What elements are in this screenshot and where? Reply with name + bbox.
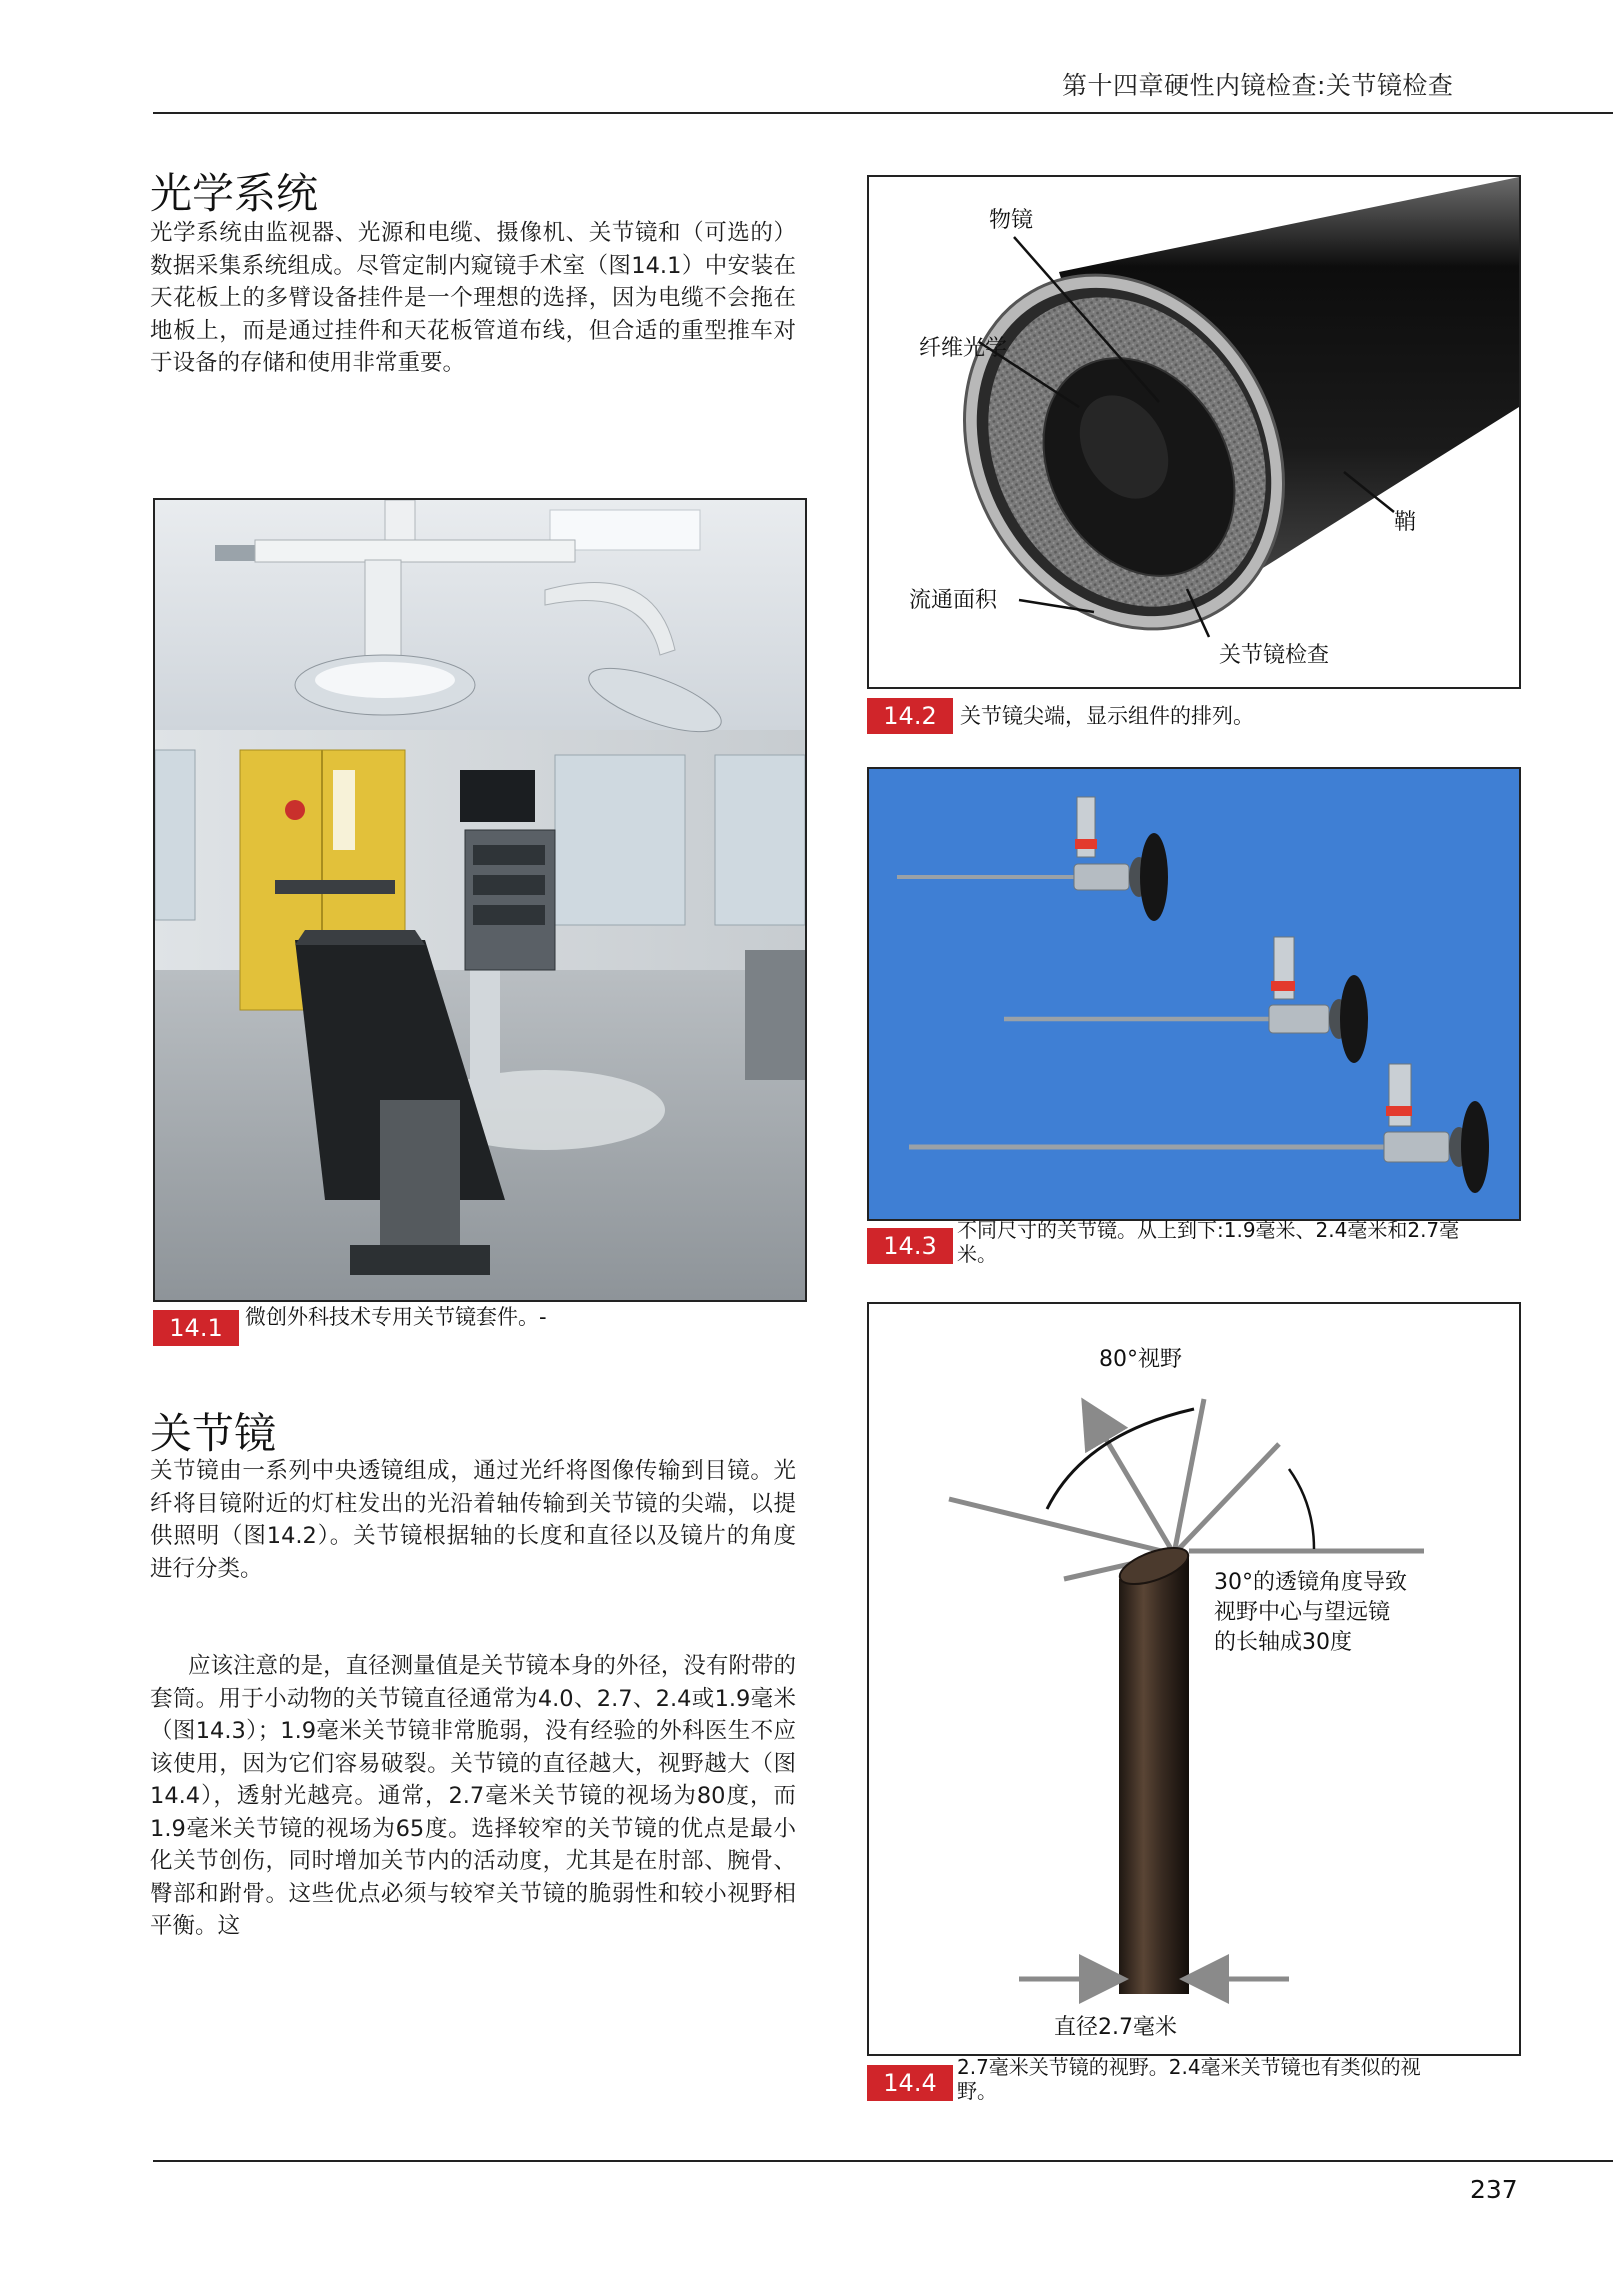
figure-operating-room [153,498,807,1302]
label-diameter: 直径2.7毫米 [1054,2015,1177,2040]
section-heading-arthroscope: 关节镜 [150,1409,277,1458]
field-of-view-diagram [869,1304,1519,2054]
label-angle-line-1: 30°的透镜角度导致 [1214,1570,1407,1595]
header-rule [153,112,1613,114]
page-number: 237 [1470,2175,1518,2204]
scope-tip-diagram [869,177,1519,687]
section-paragraph-optics: 光学系统由监视器、光源和电缆、摄像机、关节镜和（可选的）数据采集系统组成。尽管定制内窥镜手术室（图14.1）中安装在天花板上的多臂设备挂件是一个理想的选择，因为电缆不会拖在地板上，而是通过挂件和天花板管道布线，但合适的重型推车对于设备的存储和使用非常重要。 [150,220,796,376]
label-flow-area: 流通面积 [909,588,998,613]
figure-caption-14-2: 关节镜尖端，显示组件的排列。 [960,704,1254,728]
figure-badge-14-3: 14.3 [867,1228,953,1264]
figure-badge-14-1: 14.1 [153,1310,239,1346]
label-field-of-view: 80°视野 [1099,1347,1182,1372]
figure-scope-sizes [867,767,1521,1221]
section-paragraph-arthroscope-1: 关节镜由一系列中央透镜组成，通过光纤将图像传输到目镜。光纤将目镜附近的灯柱发出的光沿着轴传输到关节镜的尖端，以提供照明（图14.2）。关节镜根据轴的长度和直径以及镜片的角度进行分类。 [150,1458,796,1582]
figure-field-of-view [867,1302,1521,2056]
figure-scope-tip [867,175,1521,689]
chapter-title: 第十四章硬性内镜检查:关节镜检查 [1062,71,1454,100]
label-angle-line-3: 的长轴成30度 [1214,1630,1352,1655]
figure-badge-14-2: 14.2 [867,698,953,734]
section-heading-optics: 光学系统 [150,169,319,218]
scope-sizes-photo [869,769,1519,1219]
figure-caption-14-1: 微创外科技术专用关节镜套件。- [245,1305,547,1329]
figure-badge-14-4: 14.4 [867,2065,953,2101]
footer-rule [153,2160,1613,2162]
label-objective: 物镜 [989,208,1034,233]
operating-room-illustration [155,500,805,1300]
label-arthroscope: 关节镜检查 [1219,643,1330,668]
label-angle-line-2: 视野中心与望远镜 [1214,1600,1391,1625]
label-sheath: 鞘 [1394,510,1417,535]
figure-caption-14-4: 2.7毫米关节镜的视野。2.4毫米关节镜也有类似的视野。 [957,2055,1421,2103]
label-fiber-optics: 纤维光学 [919,336,1008,361]
section-paragraph-arthroscope-2: 应该注意的是，直径测量值是关节镜本身的外径，没有附带的套筒。用于小动物的关节镜直径通常为4.0、2.7、2.4或1.9毫米（图14.3）；1.9毫米关节镜非常脆弱，没有经验的外科医生不应该使用，因为它们容易破裂。关节镜的直径越大，视野越大（图14.4），透射光越亮。通常，2.7毫米关节镜的视场为80度，而1.9毫米关节镜的视场为65度。选择较窄的关节镜的优点是最小化关节创伤，同时增加关节内的活动度，尤其是在肘部、腕骨、臀部和跗骨。这些优点必须与较窄关节镜的脆弱性和较小视野相平衡。这 [150,1653,796,1939]
figure-caption-14-3: 不同尺寸的关节镜。从上到下:1.9毫米、2.4毫米和2.7毫米。 [957,1218,1460,1266]
